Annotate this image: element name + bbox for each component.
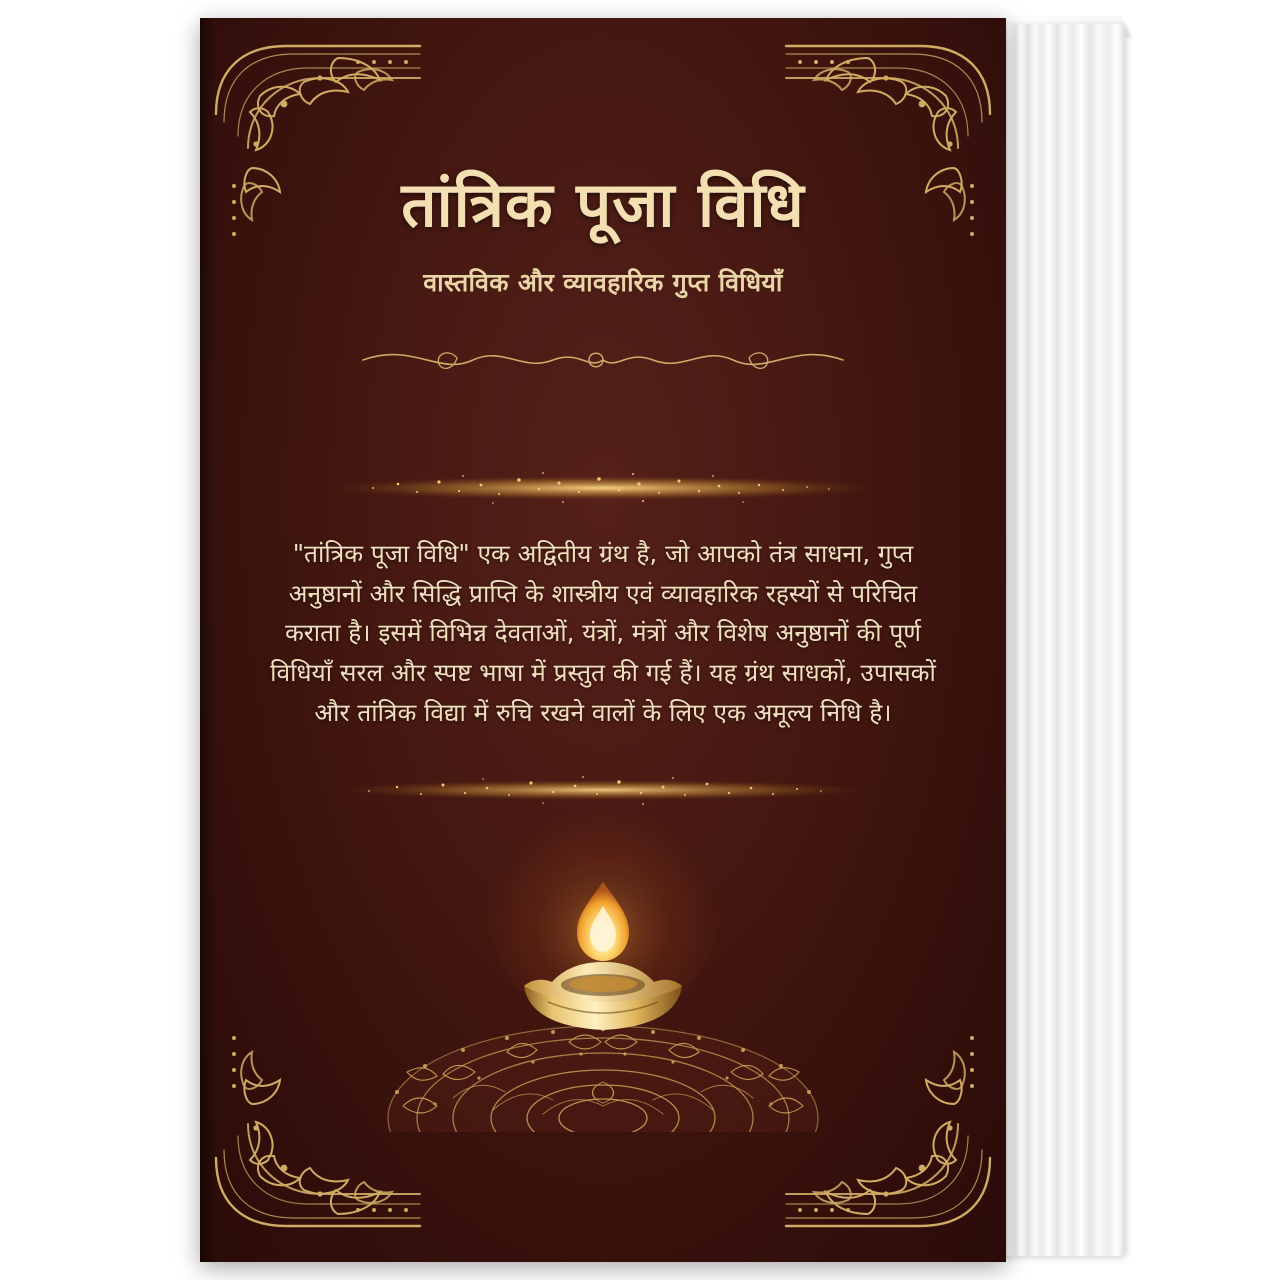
mandala-lamp-artwork: [368, 832, 838, 1132]
cover-title-block: [200, 168, 1006, 299]
book-subtitle: वास्तविक और व्यावहारिक गुप्त विधियाँ: [423, 268, 783, 298]
book-front-cover: [200, 18, 1006, 1262]
diya-oil-lamp-icon: [488, 844, 718, 1074]
cover-description: "तांत्रिक पूजा विधि" एक अद्वितीय ग्रंथ है, जो आपको तंत्र साधना, गुप्त अनुष्ठानों और सिद्धि प्राप्ति के शास्त्रीय एवं व्यावहारिक रहस्यों से परिचित कराता है। इसमें विभिन्न देवताओं, यंत्रों, मंत्रों और विशेष अनुष्ठानों की पूर्ण विधियाँ सरल और स्पष्ट भाषा में प्रस्तुत की गई हैं। यह ग्रंथ साधकों, उपासकों और तांत्रिक विद्या में रुचि रखने वालों के लिए एक अमूल्य निधि है।: [270, 539, 936, 727]
gold-glitter-bar-icon: [323, 760, 883, 820]
book-title: तांत्रिक पूजा विधि: [401, 168, 805, 241]
book-page-edges: [995, 24, 1125, 1256]
gold-glitter-bar-icon: [313, 458, 893, 518]
flourish-divider-icon: [353, 336, 853, 382]
